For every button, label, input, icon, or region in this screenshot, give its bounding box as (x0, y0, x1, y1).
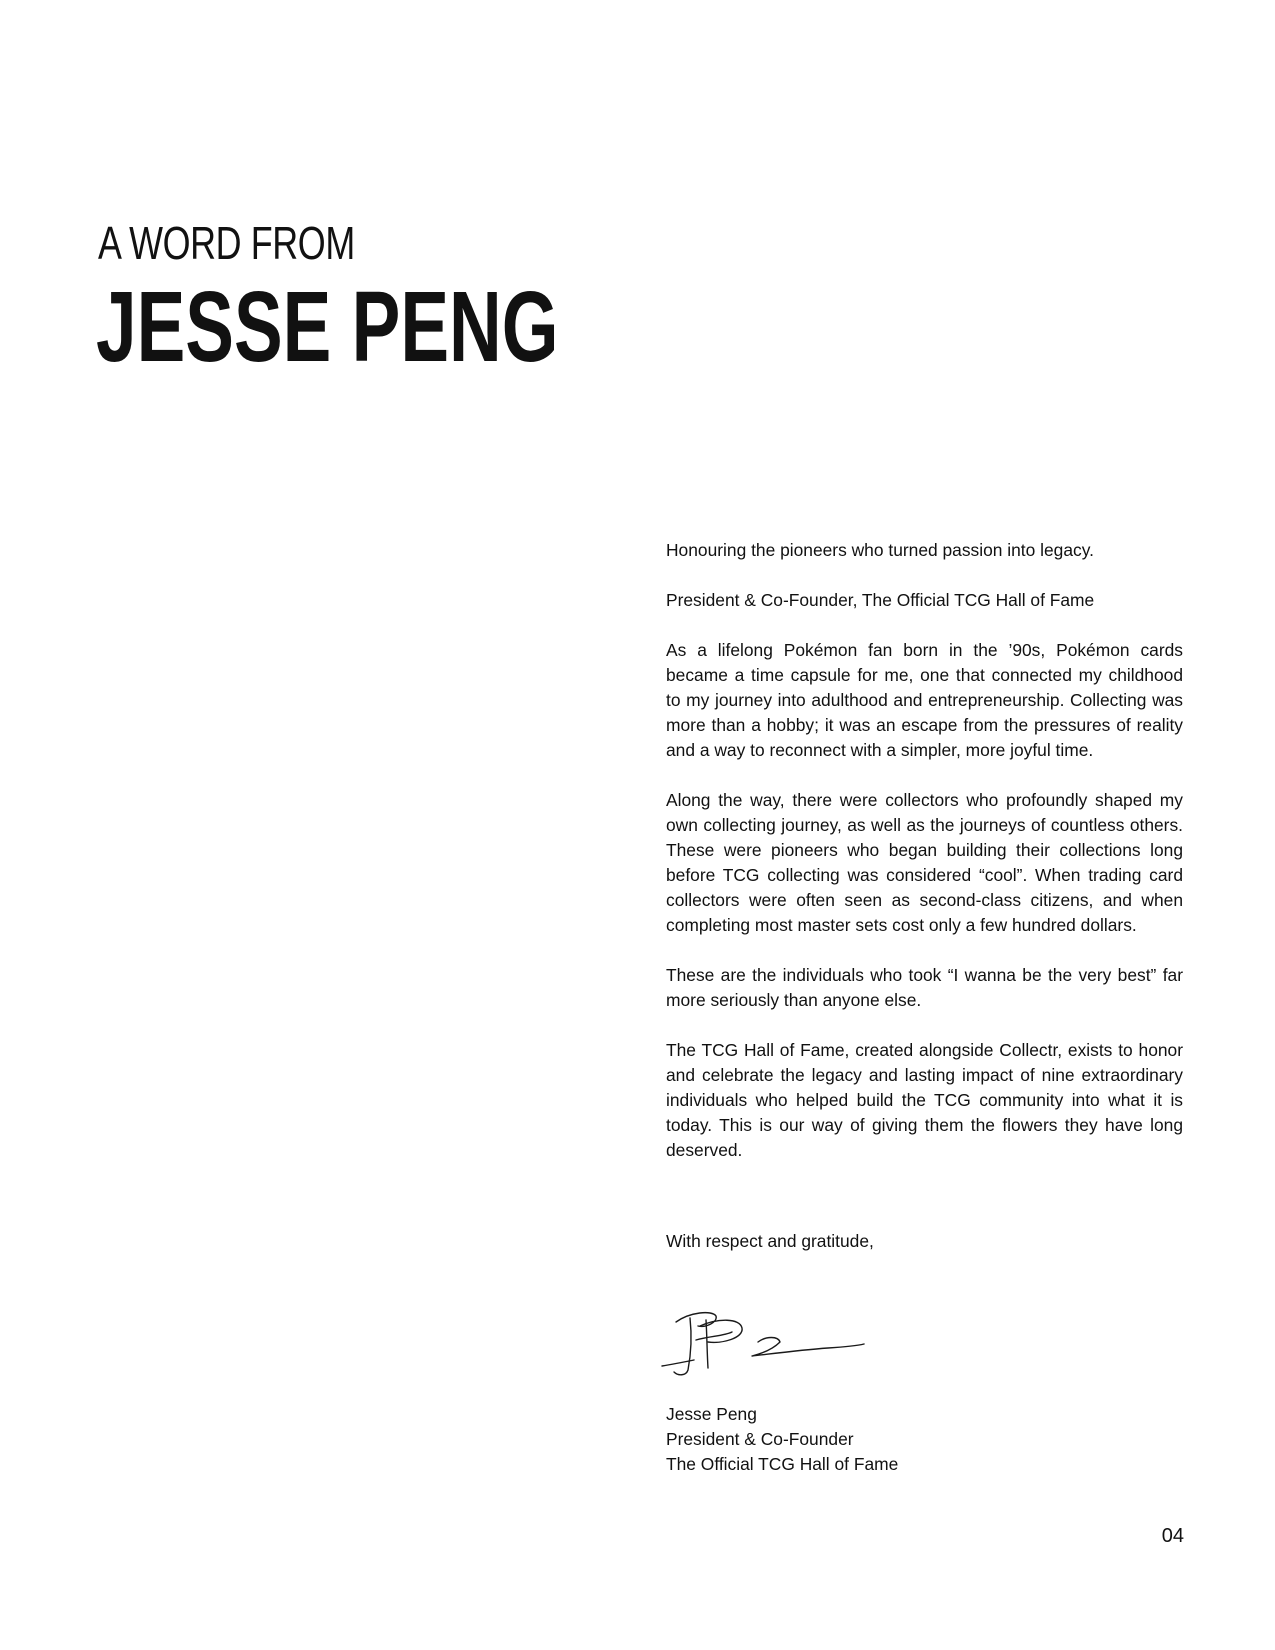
kicker-heading: A WORD FROM (98, 217, 355, 269)
role-line: President & Co-Founder, The Official TCG Hall of Fame (666, 590, 1095, 610)
paragraph: Along the way, there were collectors who profoundly shaped my own collecting journey, as well as the journeys of countless others. These were pioneers who began building their collections long before TCG collecting was considered “cool”. When trading card collectors were often seen as second-class citizens, and when completing most master sets cost only a few hundred dollars. (666, 790, 1183, 935)
closing-line: With respect and gratitude, (666, 1231, 874, 1251)
letter-body (666, 538, 1183, 1188)
signature-block (666, 1402, 898, 1477)
paragraph: These are the individuals who took “I wanna be the very best” far more seriously than anyone else. (666, 965, 1183, 1010)
tagline: Honouring the pioneers who turned passion into legacy. (666, 540, 1094, 560)
page-title: JESSE PENG (96, 271, 559, 383)
signer-title: President & Co-Founder (666, 1429, 854, 1449)
paragraph: As a lifelong Pokémon fan born in the ’90s, Pokémon cards became a time capsule for me, one that connected my childhood to my journey into adulthood and entrepreneurship. Collecting was more than a hobby; it was an escape from the pressures of reality and a way to reconnect with a simpler, more joyful time. (666, 640, 1183, 760)
signature-image (660, 1306, 866, 1380)
paragraph: The TCG Hall of Fame, created alongside Collectr, exists to honor and celebrate the legacy and lasting impact of nine extraordinary individuals who helped build the TCG community into what it is today. This is our way of giving them the flowers they have long deserved. (666, 1040, 1183, 1160)
page-number: 04 (1161, 1525, 1184, 1547)
signer-organization: The Official TCG Hall of Fame (666, 1454, 899, 1474)
signer-name: Jesse Peng (666, 1404, 757, 1424)
